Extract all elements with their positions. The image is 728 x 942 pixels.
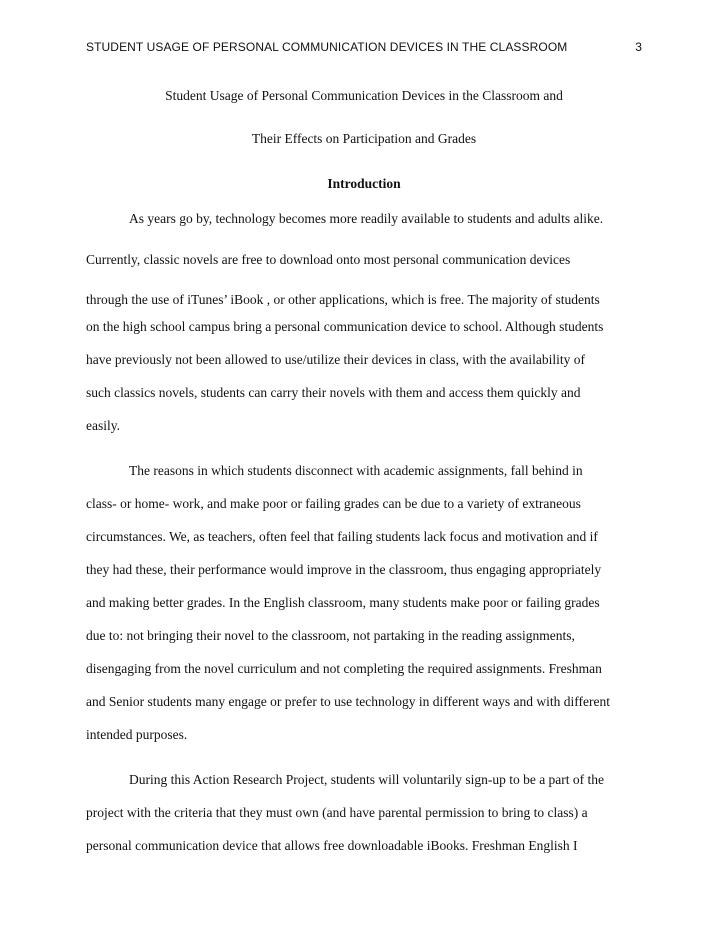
page-number: 3 (635, 40, 642, 54)
paragraph-2-line: intended purposes. (86, 727, 188, 742)
paragraph-1-line: As years go by, technology becomes more readily available to students and adults alike. (129, 211, 604, 226)
paragraph-2-line: and Senior students many engage or prefer to use technology in different ways and with different (86, 694, 610, 709)
paragraph-2-line: they had these, their performance would improve in the classroom, thus engaging appropriately (86, 562, 602, 577)
paragraph-1-line: easily. (86, 418, 120, 433)
paragraph-1-line: Currently, classic novels are free to download onto most personal communication devices (86, 252, 571, 267)
paragraph-3-line: personal communication device that allows free downloadable iBooks. Freshman English I (86, 838, 578, 853)
paragraph-2-line: due to: not bringing their novel to the classroom, not partaking in the reading assignments, (86, 628, 575, 643)
paragraph-1-line: through the use of iTunes’ iBook , or other applications, which is free. The majority of students (86, 292, 600, 307)
running-head: STUDENT USAGE OF PERSONAL COMMUNICATION DEVICES IN THE CLASSROOM (86, 40, 568, 54)
paragraph-2-line: and making better grades. In the English classroom, many students make poor or failing grades (86, 595, 600, 610)
title-line-2: Their Effects on Participation and Grades (251, 131, 477, 146)
page-header (86, 40, 642, 58)
paragraph-3-line: project with the criteria that they must own (and have parental permission to bring to class) a (86, 805, 588, 820)
paragraph-1-line: have previously not been allowed to use/utilize their devices in class, with the availability of (86, 352, 585, 367)
paragraph-2-line: circumstances. We, as teachers, often feel that failing students lack focus and motivation and if (86, 529, 598, 544)
paragraph-2-line: disengaging from the novel curriculum and not completing the required assignments. Freshman (86, 661, 602, 676)
section-heading: Introduction (327, 176, 401, 191)
paragraph-1-line: on the high school campus bring a personal communication device to school. Although students (86, 319, 604, 334)
paragraph-1-line: such classics novels, students can carry their novels with them and access them quickly and (86, 385, 581, 400)
paragraph-3-line: During this Action Research Project, students will voluntarily sign-up to be a part of the (129, 772, 605, 787)
paragraph-2-line: The reasons in which students disconnect with academic assignments, fall behind in (129, 463, 583, 478)
paragraph-2-line: class- or home- work, and make poor or failing grades can be due to a variety of extraneous (86, 496, 581, 511)
title-line-1: Student Usage of Personal Communication Devices in the Classroom and (165, 88, 563, 103)
